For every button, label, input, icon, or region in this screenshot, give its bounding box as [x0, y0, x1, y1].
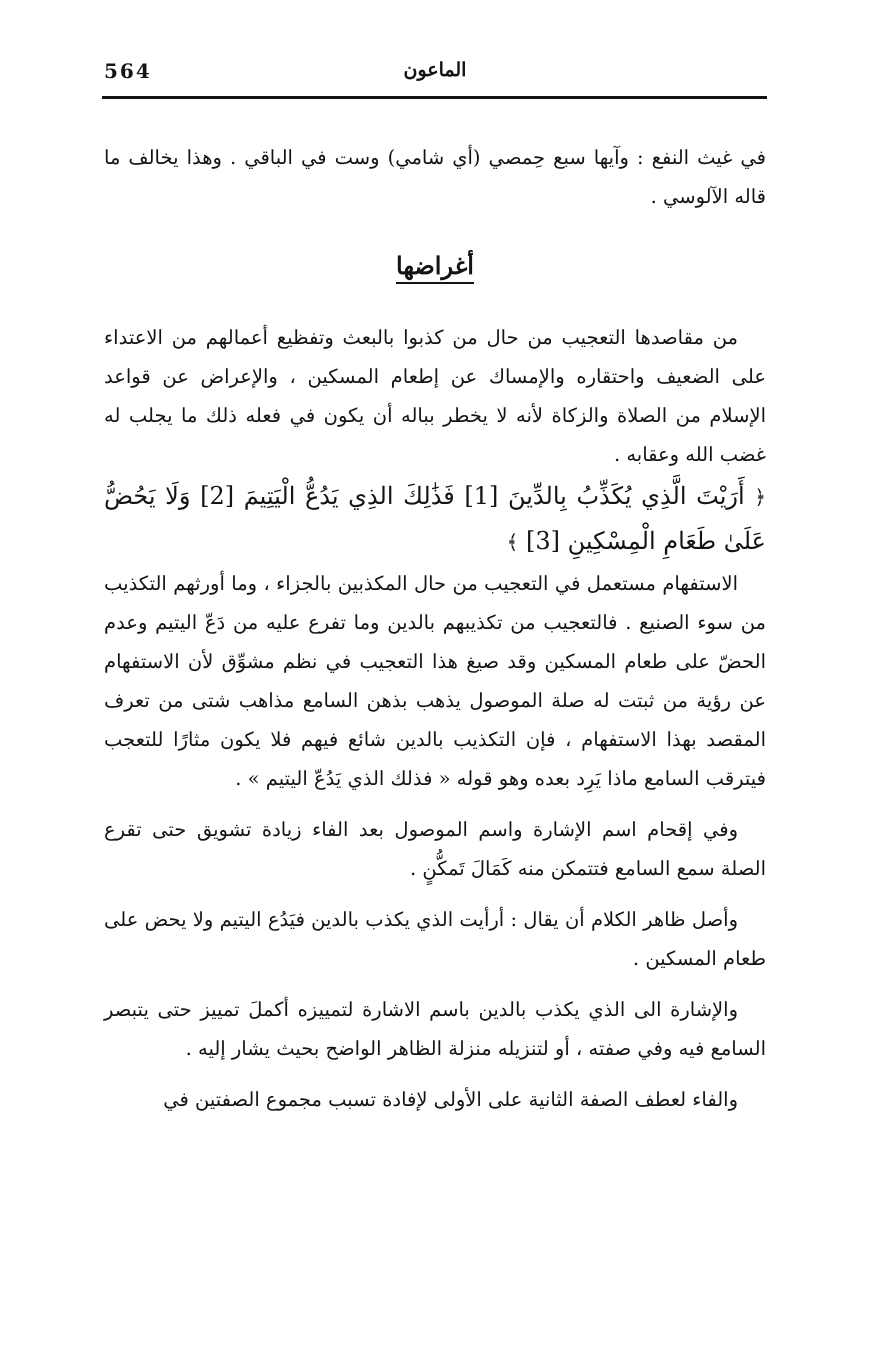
paragraph-purposes: من مقاصدها التعجيب من حال من كذبوا بالبعث وتفظيع أعمالهم من الاعتداء على الضعيف واحتقاره والإمساك عن إطعام المسكين ، والإعراض عن قواعد الإسلام من الصلاة والزكاة لأنه لا يخطر بباله أن يكون في فعله ذلك ما يجلب له غضب الله وعقابه .	[104, 326, 766, 466]
page-body	[104, 138, 766, 1119]
paragraph-note: في غيث النفع : وآيها سبع حِمصي (أي شامي) وست في الباقي . وهذا يخالف ما قاله الآلوسي .	[104, 146, 766, 208]
paragraph-reference: والإشارة الى الذي يكذب بالدين باسم الاشارة لتمييزه أكملَ تمييز حتى يتبصر السامع فيه وفي صفته ، أو لتنزيله منزلة الظاهر الواضح بحيث يشار إليه .	[104, 998, 766, 1060]
section-heading-text: أغراضها	[396, 251, 474, 284]
verse-close-bracket: ﴾	[506, 530, 519, 554]
paragraph-conjunction: والفاء لعطف الصفة الثانية على الأولى لإفادة تسبب مجموع الصفتين في	[163, 1088, 738, 1111]
quran-verse	[104, 474, 766, 564]
page-number: 564	[104, 59, 152, 83]
running-title: الماعون	[403, 59, 467, 81]
paragraph-interrogation: الاستفهام مستعمل في التعجيب من حال المكذبين بالجزاء ، وما أورثهم التكذيب من سوء الصنيع . فالتعجيب من تكذيبهم بالدين وما تفرع عليه من دَعّ اليتيم وعدم الحضّ على طعام المسكين وقد صيغ هذا التعجيب في نظم مشوِّق لأن الاستفهام عن رؤية من ثبتت له صلة الموصول يذهب بذهن السامع مذاهب شتى من تعرف المقصد بهذا الاستفهام ، فإن التكذيب بالدين شائع فيهم فلا يكون مثارًا للتعجب فيترقب السامع ماذا يَرِد بعده وهو قوله « فذلك الذي يَدُعّ اليتيم » .	[104, 572, 766, 790]
verse-open-bracket: ﴿	[754, 485, 766, 509]
section-heading	[104, 246, 766, 286]
page-header	[104, 55, 766, 93]
paragraph-demonstrative: وفي إقحام اسم الإشارة واسم الموصول بعد الفاء زيادة تشويق حتى تقرع الصلة سمع السامع فتتمكن منه كَمَالَ تَمكُّنٍ .	[104, 818, 766, 880]
paragraph-original-form: وأصل ظاهر الكلام أن يقال : أرأيت الذي يكذب بالدين فيَدُع اليتيم ولا يحض على طعام المسكين .	[104, 908, 766, 970]
verse-text: أَرَيْتَ الَّذِي يُكَذِّبُ بِالدِّينَ [1] فَذَٰلِكَ الذِي يَدُعُّ الْيَتِيمَ [2] وَلَا يَحُضُّ عَلَىٰ طَعَامِ الْمِسْكِينِ [3]	[104, 482, 766, 555]
header-divider	[102, 96, 767, 99]
